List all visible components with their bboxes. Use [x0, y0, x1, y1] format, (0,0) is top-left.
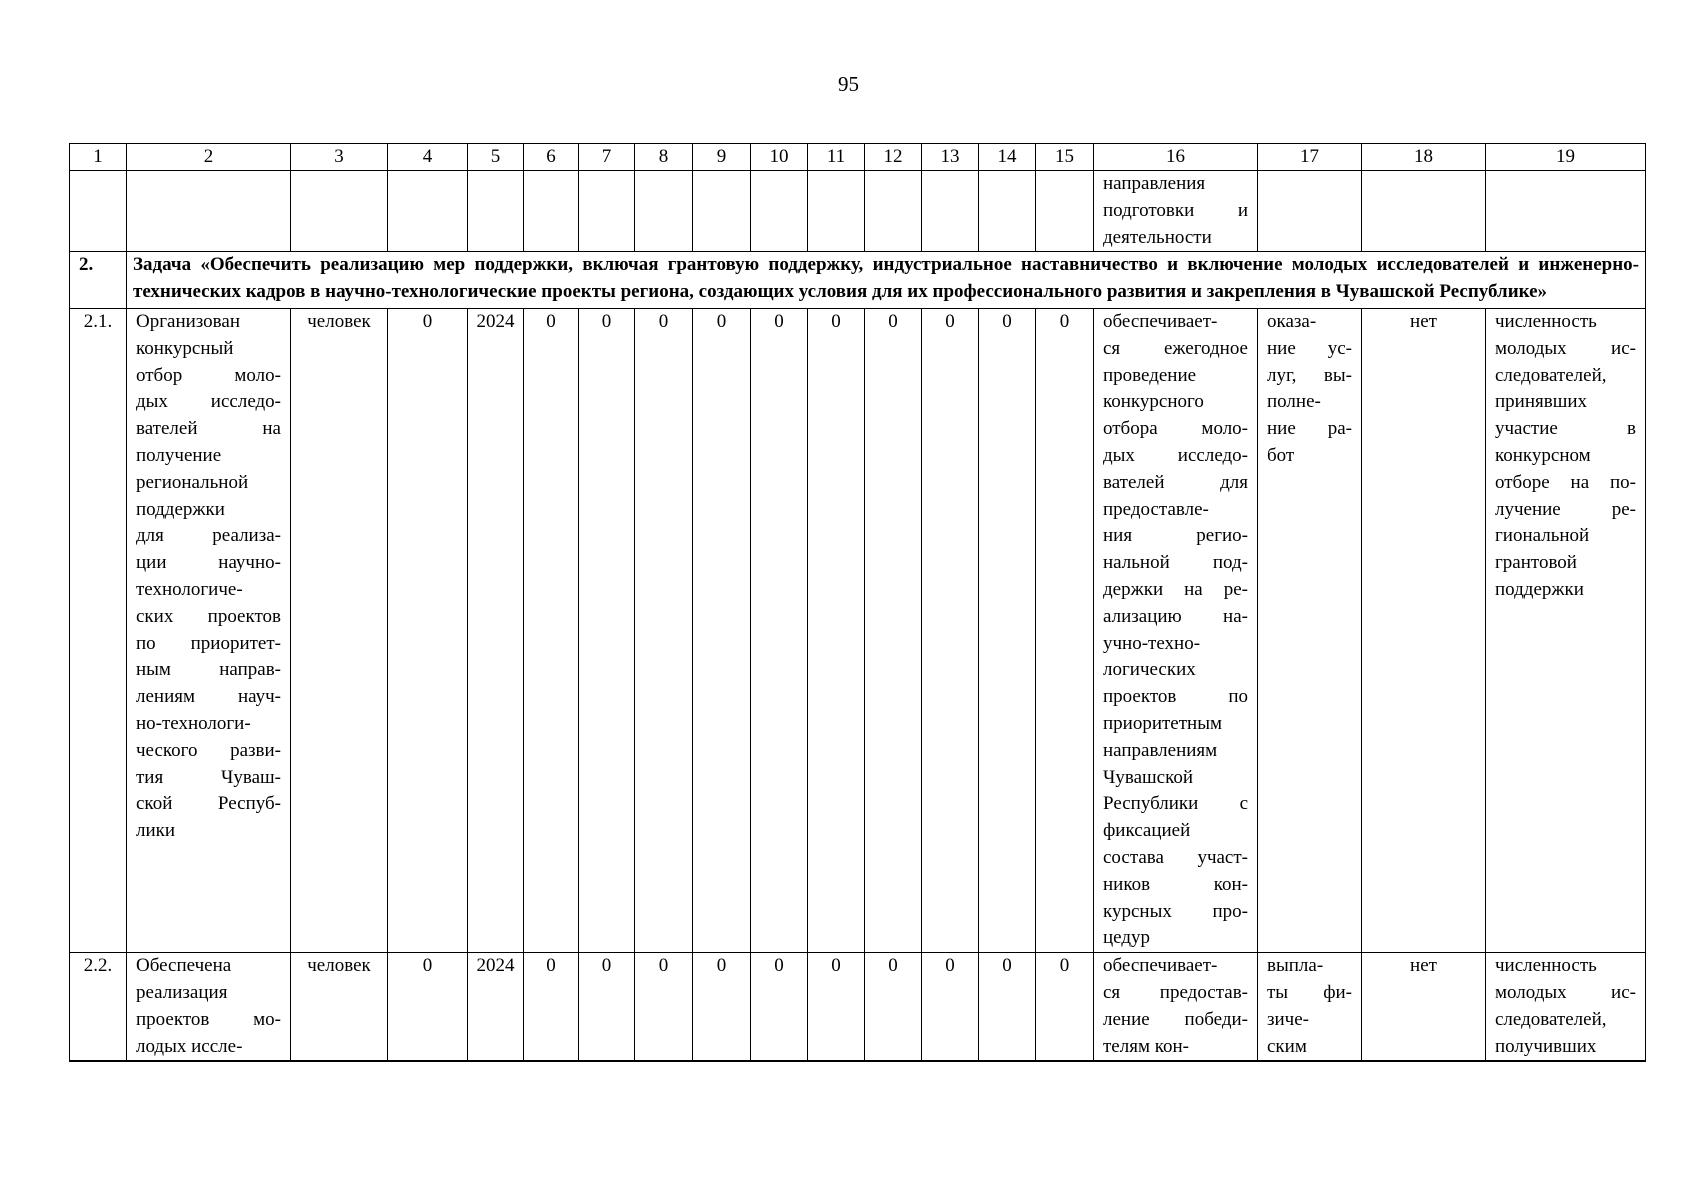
indicator [1486, 308, 1646, 952]
unit: человек [291, 953, 388, 1062]
year-value: 0 [524, 953, 579, 1062]
table-row [70, 953, 1646, 1062]
column-number: 3 [291, 144, 388, 171]
cell-line: численность [1495, 310, 1597, 332]
column-number: 19 [1486, 144, 1646, 171]
table-row [70, 308, 1646, 952]
year-value: 0 [1036, 308, 1094, 952]
results-table [69, 143, 1646, 1062]
column-number: 11 [808, 144, 865, 171]
cell-line: конкурсном [1495, 444, 1591, 466]
cell-line: цедур [1103, 927, 1151, 949]
cell-line: отборе на по- [1495, 471, 1636, 493]
cell-line: по приоритет- [136, 632, 281, 654]
continuation-description: направления подготовки и деятельности [1094, 171, 1258, 252]
cell-line: учно-техно- [1103, 632, 1201, 654]
base-value: 0 [388, 308, 468, 952]
cell-line: реализация [136, 981, 228, 1003]
year-value: 0 [979, 953, 1036, 1062]
year-value: 0 [865, 308, 922, 952]
cell-line: но-технологи- [136, 712, 251, 734]
cell-line: выпла- [1267, 955, 1324, 977]
cell-line: фиксацией [1103, 820, 1191, 842]
cell-line: конкурсного [1103, 391, 1204, 413]
cell-line: курсных про- [1103, 900, 1248, 922]
cell-line: дых исследо- [136, 391, 281, 413]
column-number: 12 [865, 144, 922, 171]
cell-line: дых исследо- [1103, 444, 1248, 466]
cell-line: тия Чуваш- [136, 766, 281, 788]
result-name [127, 953, 291, 1062]
cell-line: Организован [136, 310, 240, 332]
cell-line: вателей на [136, 418, 281, 440]
year-value: 0 [1036, 953, 1094, 1062]
cell-line: получивших [1495, 1035, 1597, 1057]
cell-line: ников кон- [1103, 873, 1248, 895]
task-row [70, 252, 1646, 309]
description [1094, 308, 1258, 952]
column-number: 14 [979, 144, 1036, 171]
base-value: 0 [388, 953, 468, 1062]
cell-line: ским [1267, 1035, 1307, 1057]
cell-line: оказа- [1267, 310, 1317, 332]
year-value: 0 [922, 308, 979, 952]
cell-line: технологиче- [136, 578, 243, 600]
cell-line: поддержки [136, 498, 225, 520]
cell-line: участие в [1495, 418, 1636, 440]
cell-line: приоритетным [1103, 712, 1223, 734]
year-value: 0 [635, 953, 693, 1062]
column-number: 5 [468, 144, 524, 171]
result-name [127, 308, 291, 952]
column-number: 10 [751, 144, 808, 171]
cell-line: ние ус- [1267, 337, 1352, 359]
year-value: 0 [751, 953, 808, 1062]
cell-line: состава участ- [1103, 846, 1248, 868]
cell-line: ся предостав- [1103, 981, 1248, 1003]
year-value: 0 [693, 953, 751, 1062]
cell-line: ся ежегодное [1103, 337, 1248, 359]
cell-line: отбора моло- [1103, 418, 1248, 440]
column-number: 17 [1258, 144, 1362, 171]
column-number: 9 [693, 144, 751, 171]
row-number: 2.2. [70, 953, 127, 1062]
cell-line: ской Респуб- [136, 793, 281, 815]
cell-line: предоставле- [1103, 498, 1209, 520]
column-number: 13 [922, 144, 979, 171]
result-type [1258, 953, 1362, 1062]
cell-line: держки на ре- [1103, 578, 1248, 600]
cell-line: грантовой [1495, 552, 1577, 574]
description [1094, 953, 1258, 1062]
cell-line: лучение ре- [1495, 498, 1636, 520]
cell-line: численность [1495, 955, 1597, 977]
column-number: 18 [1362, 144, 1486, 171]
cell-line: обеспечивает- [1103, 955, 1218, 977]
cell-line: Республики с [1103, 793, 1248, 815]
year-value: 0 [979, 308, 1036, 952]
cell-line: проведение [1103, 364, 1197, 386]
cell-line: луг, вы- [1267, 364, 1352, 386]
cell-line: проектов мо- [136, 1008, 281, 1030]
flag: нет [1362, 953, 1486, 1062]
cell-line: отбор моло- [136, 364, 281, 386]
year-value: 0 [524, 308, 579, 952]
cell-line: лодых иссле- [136, 1035, 243, 1057]
unit: человек [291, 308, 388, 952]
cell-line: поддержки [1495, 578, 1584, 600]
cell-line: ния регио- [1103, 525, 1248, 547]
cell-line: бот [1267, 444, 1295, 466]
cell-line: телям кон- [1103, 1035, 1189, 1057]
column-number: 8 [635, 144, 693, 171]
column-number: 16 [1094, 144, 1258, 171]
row-number: 2.1. [70, 308, 127, 952]
column-number: 1 [70, 144, 127, 171]
cell-line: лениям науч- [136, 686, 281, 708]
cell-line: логических [1103, 659, 1196, 681]
year-value: 0 [808, 308, 865, 952]
cell-line: направлениям [1103, 739, 1218, 761]
year-value: 0 [922, 953, 979, 1062]
column-number: 6 [524, 144, 579, 171]
column-number: 7 [579, 144, 635, 171]
cell-line: региональной [136, 471, 249, 493]
cell-line: полне- [1267, 391, 1321, 413]
cell-line: ских проектов [136, 605, 281, 627]
column-number-row [70, 144, 1646, 171]
cell-line: ции научно- [136, 552, 281, 574]
task-title: Задача «Обеспечить реализацию мер поддержки, включая грантовую поддержку, индустриальное наставничество и включение молодых исследователей и инженерно-технических кадров в научно-технологические проекты региона, создающих условия для их профессионального развития и закрепления в Чувашской Республике» [127, 252, 1646, 309]
flag: нет [1362, 308, 1486, 952]
year-value: 0 [635, 308, 693, 952]
cell-line: молодых ис- [1495, 337, 1636, 359]
base-year: 2024 [468, 953, 524, 1062]
column-number: 15 [1036, 144, 1094, 171]
cell-line: ние ра- [1267, 418, 1352, 440]
year-value: 0 [865, 953, 922, 1062]
cell-line: Чувашской [1103, 766, 1193, 788]
cell-line: вателей для [1103, 471, 1248, 493]
column-number: 2 [127, 144, 291, 171]
cell-line: получение [136, 444, 222, 466]
task-number: 2. [70, 252, 127, 309]
column-number: 4 [388, 144, 468, 171]
cell-line: для реализа- [136, 525, 281, 547]
cell-line: молодых ис- [1495, 981, 1636, 1003]
cell-line: нальной под- [1103, 552, 1248, 574]
cell-line: обеспечивает- [1103, 310, 1218, 332]
cell-line: ческого разви- [136, 739, 281, 761]
year-value: 0 [751, 308, 808, 952]
cell-line: следователей, [1495, 1008, 1607, 1030]
cell-line: гиональной [1495, 525, 1590, 547]
cell-line: принявших [1495, 391, 1588, 413]
cell-line: конкурсный [136, 337, 234, 359]
cell-line: зиче- [1267, 1008, 1309, 1030]
cell-line: ление победи- [1103, 1008, 1248, 1030]
year-value: 0 [579, 308, 635, 952]
continuation-row [70, 171, 1646, 252]
indicator [1486, 953, 1646, 1062]
cell-line: ализацию на- [1103, 605, 1248, 627]
cell-line: ты фи- [1267, 981, 1352, 1003]
year-value: 0 [808, 953, 865, 1062]
year-value: 0 [579, 953, 635, 1062]
cell-line: проектов по [1103, 686, 1248, 708]
cell-line: следователей, [1495, 364, 1607, 386]
cell-line: ным направ- [136, 659, 281, 681]
year-value: 0 [693, 308, 751, 952]
page-number: 95 [838, 72, 859, 96]
cell-line: лики [136, 820, 176, 842]
result-type [1258, 308, 1362, 952]
base-year: 2024 [468, 308, 524, 952]
cell-line: Обеспечена [136, 955, 232, 977]
